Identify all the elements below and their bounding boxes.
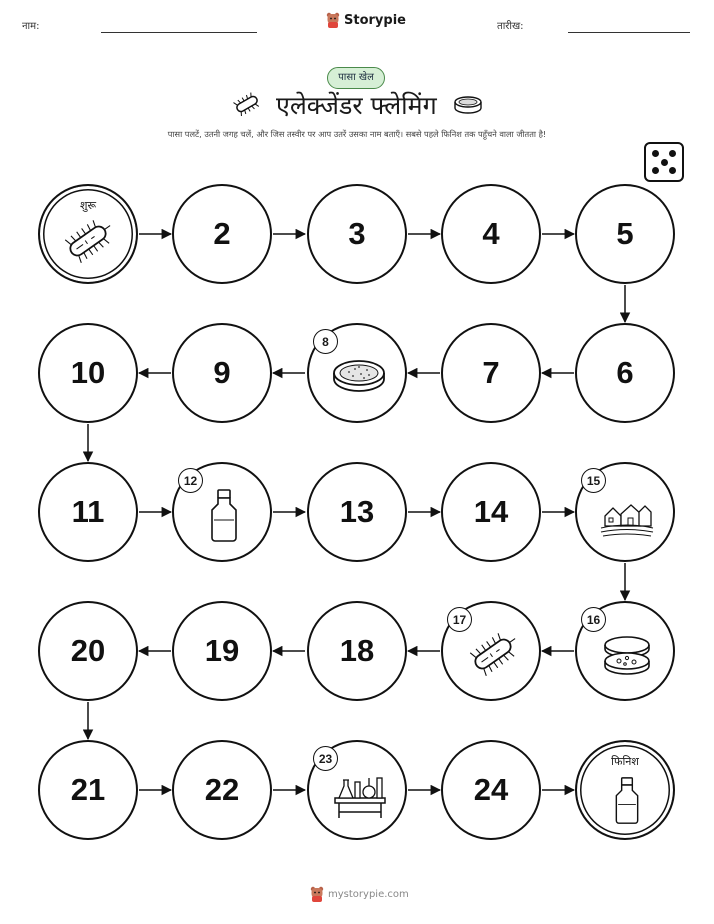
board-cell[interactable]	[172, 601, 272, 701]
cell-number-badge: 23	[313, 746, 338, 771]
name-label: नाम:	[22, 21, 40, 32]
date-label: तारीख:	[497, 21, 524, 32]
board-cell[interactable]	[575, 184, 675, 284]
board-cell[interactable]	[575, 323, 675, 423]
board-cell-picture[interactable]	[441, 601, 541, 701]
finish-label: फिनिश	[611, 755, 639, 768]
game-tag: पासा खेल	[327, 67, 385, 89]
board-cell[interactable]	[38, 601, 138, 701]
footer	[310, 886, 409, 902]
petri-dish-icon	[331, 355, 387, 395]
board-cell[interactable]	[38, 462, 138, 562]
culture-dish-icon	[601, 633, 653, 677]
board-cell[interactable]	[38, 740, 138, 840]
cell-number: 11	[71, 494, 105, 529]
cell-number: 2	[213, 216, 231, 251]
cell-number: 20	[70, 633, 106, 668]
board-cell[interactable]	[307, 184, 407, 284]
bacteria-icon	[60, 218, 116, 264]
cell-number-badge: 12	[178, 468, 203, 493]
bear-icon	[310, 886, 324, 902]
board-cell[interactable]	[441, 184, 541, 284]
cell-number: 9	[213, 355, 231, 390]
cell-number: 18	[339, 633, 375, 668]
cell-number-badge: 15	[581, 468, 606, 493]
cell-number: 19	[204, 633, 240, 668]
cell-number: 22	[204, 772, 240, 807]
cell-number: 6	[616, 355, 634, 390]
cell-number: 10	[70, 355, 106, 390]
bacteria-icon	[465, 631, 521, 677]
board-cell[interactable]	[441, 323, 541, 423]
board-cell-picture[interactable]	[307, 323, 407, 423]
cell-number: 13	[339, 494, 375, 529]
board-cell[interactable]	[307, 462, 407, 562]
footer-url[interactable]: mystorypie.com	[328, 888, 409, 900]
board-cell-picture[interactable]	[307, 740, 407, 840]
board-cell-picture[interactable]	[575, 462, 675, 562]
cell-number: 24	[473, 772, 509, 807]
medicine-bottle-icon	[206, 488, 242, 544]
board-cell[interactable]	[172, 184, 272, 284]
start-label: शुरू	[79, 199, 97, 212]
cell-number-badge: 16	[581, 607, 606, 632]
board-cell[interactable]	[441, 462, 541, 562]
cell-number: 14	[473, 494, 509, 529]
board-cell[interactable]	[307, 601, 407, 701]
board-cell-start[interactable]	[38, 184, 138, 284]
board-cell[interactable]	[172, 740, 272, 840]
cell-number: 3	[348, 216, 366, 251]
instructions: पासा पलटें, उतनी जगह चलें, और जिस तस्वीर पर आप उतरें उसका नाम बताएँ। सबसे पहले फिनिश तक पहुँचने वाला जीतता है!	[167, 129, 547, 139]
board-cell[interactable]	[172, 323, 272, 423]
board-cell-picture[interactable]	[575, 601, 675, 701]
cell-number-badge: 8	[313, 329, 338, 354]
lab-bench-icon	[333, 770, 387, 820]
medicine-bottle-icon	[611, 776, 643, 826]
brand-name: Storypie	[344, 12, 406, 28]
farm-village-icon	[599, 494, 655, 538]
cell-number: 21	[70, 772, 106, 807]
cell-number-badge: 17	[447, 607, 472, 632]
cell-number: 5	[616, 216, 634, 251]
cell-number: 7	[482, 355, 500, 390]
board-cell[interactable]	[441, 740, 541, 840]
cell-number: 4	[482, 216, 500, 251]
board-cell-finish[interactable]	[575, 740, 675, 840]
page-title: एलेक्जेंडर फ्लेमिंग	[276, 91, 437, 120]
board-cell-picture[interactable]	[172, 462, 272, 562]
board-cell[interactable]	[38, 323, 138, 423]
